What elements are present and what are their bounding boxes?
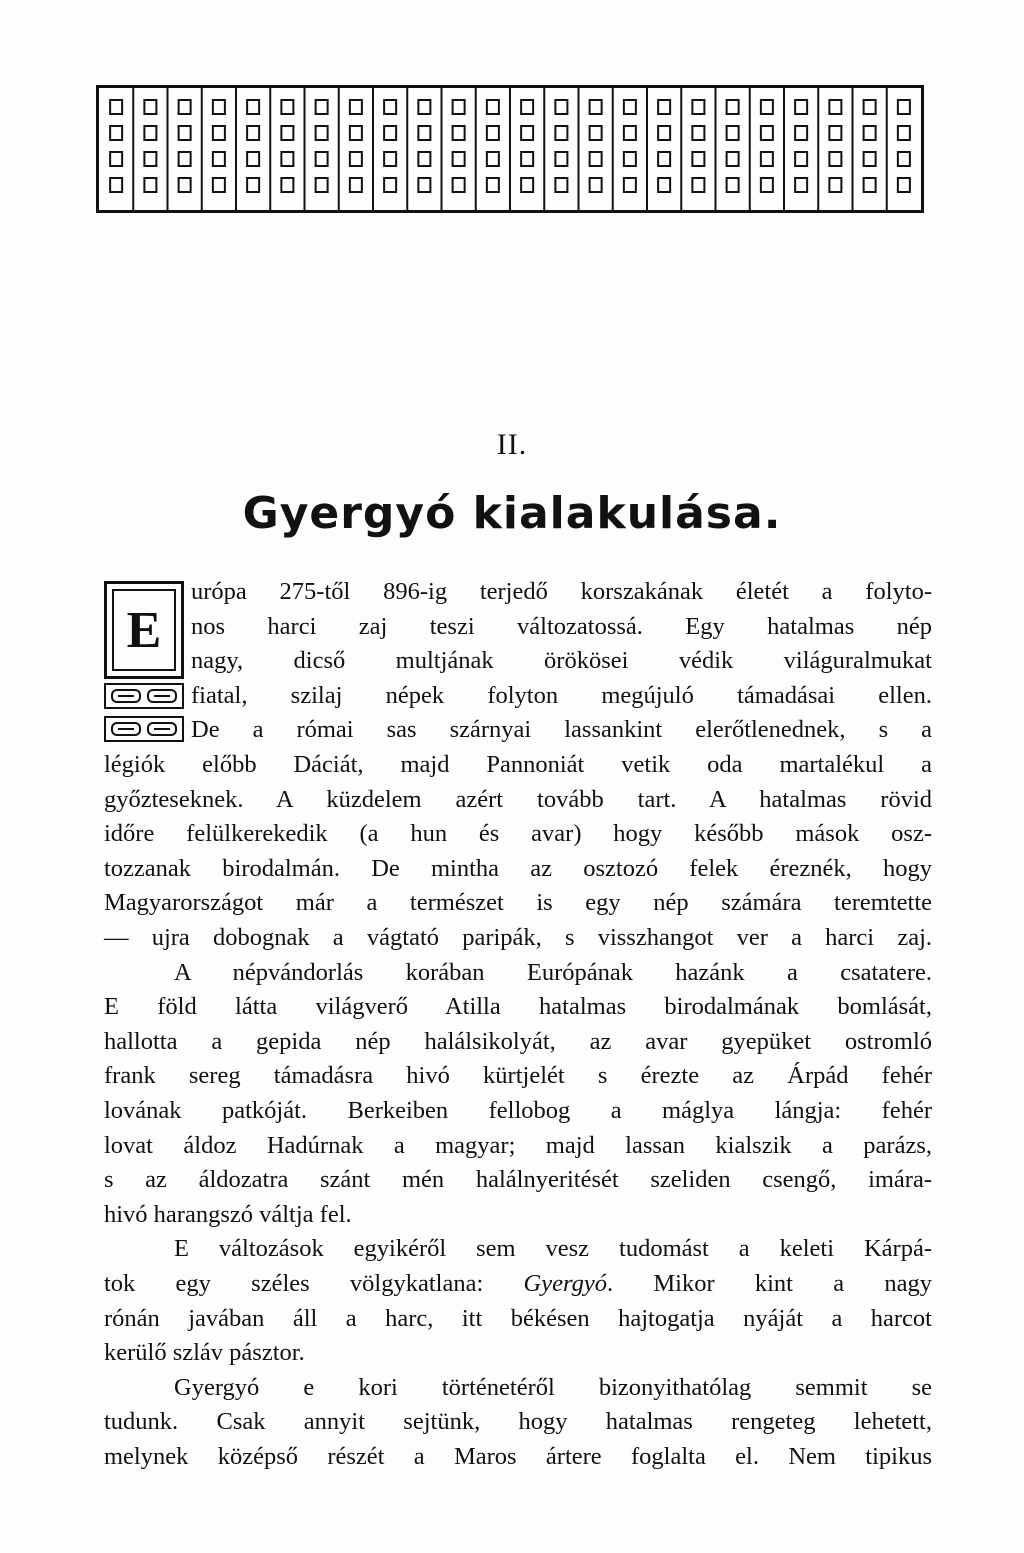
text-line: győzteseknek. A küzdelem azért tovább tart. A hatalmas rövid — [104, 785, 932, 813]
text-line: rónán javában áll a harc, itt békésen hajtogatja nyáját a harcot — [104, 1304, 932, 1332]
drop-cap-letter: E — [112, 589, 176, 671]
text-line: időre felülkerekedik (a hun és avar) hogy később mások osz- — [104, 820, 932, 848]
text-line: Gyergyó e kori történetéről bizonyithatólag semmit se — [174, 1373, 932, 1401]
text-line: Magyarországot már a természet is egy nép számára teremtette — [104, 889, 932, 917]
text-line: kerülő szláv pásztor. — [104, 1339, 305, 1367]
text-line: E változások egyikéről sem vesz tudomást a keleti Kárpá- — [174, 1235, 932, 1263]
text-line: nagy, dicső multjának örökösei védik világuralmukat — [191, 647, 932, 675]
text-line: A népvándorlás korában Európának hazánk a csatatere. — [174, 958, 932, 986]
text-line: lovat áldoz Hadúrnak a magyar; majd lassan kialszik a parázs, — [104, 1131, 932, 1159]
text-line: tudunk. Csak annyit sejtünk, hogy hatalmas rengeteg lehetett, — [104, 1408, 932, 1436]
text-line: melynek középső részét a Maros ártere foglalta el. Nem tipikus — [104, 1443, 932, 1470]
text-line: hallotta a gepida nép halálsikolyát, az avar gyepüket ostromló — [104, 1027, 932, 1055]
text-line: frank sereg támadásra hivó kürtjelét s érezte az Árpád fehér — [104, 1062, 932, 1090]
text-line: tok egy széles völgykatlana: Gyergyó. Mikor kint a nagy — [104, 1270, 932, 1297]
drop-cap-ornament-1 — [104, 683, 184, 709]
drop-cap-ornament-2 — [104, 716, 184, 742]
text-line: urópa 275-től 896-ig terjedő korszakának életét a folyto- — [191, 578, 932, 605]
text-line: tozzanak birodalmán. De mintha az osztozó felek éreznék, hogy — [104, 854, 932, 882]
ornament-icon — [106, 685, 182, 707]
text-line: De a római sas szárnyai lassankint elerőtlenednek, s a — [191, 716, 932, 744]
text-line: s az áldozatra szánt mén halálnyeritését szeliden csengő, imára- — [104, 1166, 932, 1194]
text-line: lovának patkóját. Berkeiben fellobog a máglya lángja: fehér — [104, 1097, 932, 1124]
chapter-title: Gyergyó kialakulása. — [242, 488, 782, 539]
drop-cap — [104, 581, 184, 679]
ornament-pattern — [99, 88, 921, 210]
text-line: fiatal, szilaj népek folyton megújuló támadásai ellen. — [191, 681, 932, 709]
text-line: nos harci zaj teszi változatossá. Egy hatalmas nép — [191, 612, 932, 640]
ornament-icon — [106, 718, 182, 740]
text-line: — ujra dobognak a vágtató paripák, s visszhangot ver a harci zaj. — [104, 924, 932, 951]
decorative-header-border — [96, 85, 924, 213]
text-line: hivó harangszó váltja fel. — [104, 1200, 352, 1228]
text-line: E föld látta világverő Atilla hatalmas birodalmának bomlását, — [104, 993, 932, 1021]
chapter-number: II. — [496, 428, 528, 461]
text-line: légiók előbb Dáciát, majd Pannoniát vetik oda martalékul a — [104, 751, 932, 778]
